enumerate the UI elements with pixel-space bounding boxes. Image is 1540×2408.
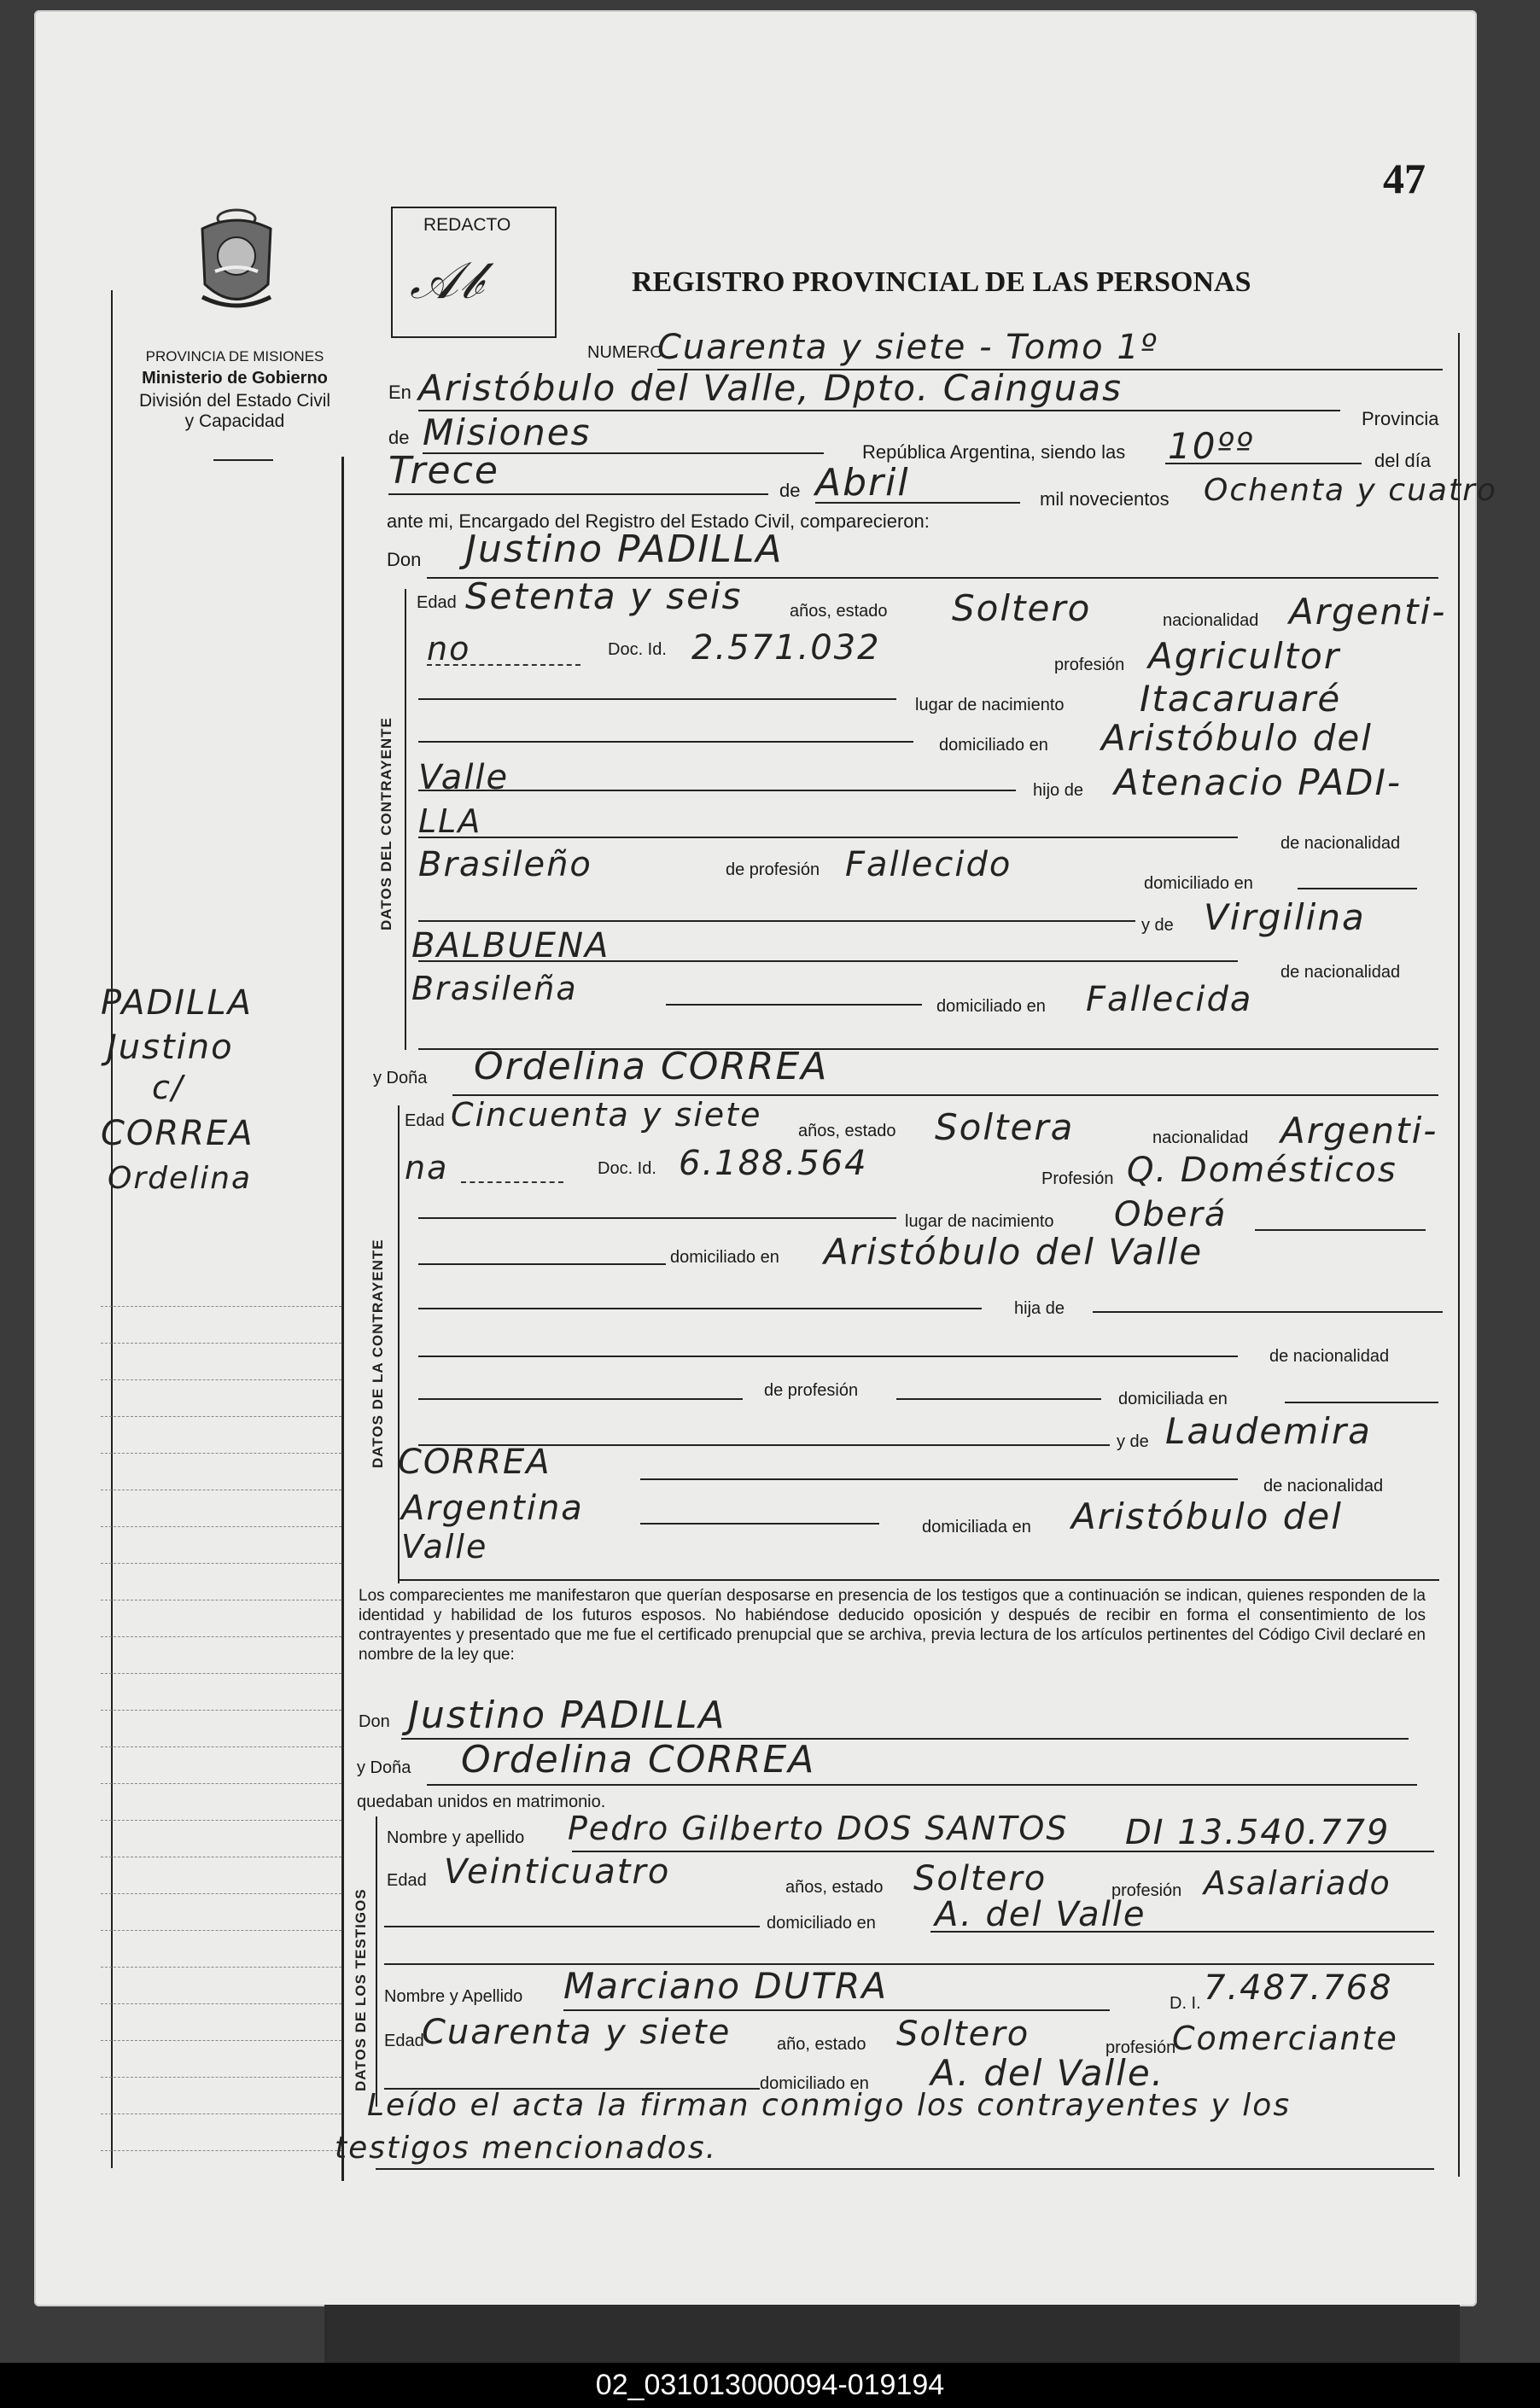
margin-rule-line: [101, 1820, 341, 1821]
org-line4: y Capacidad: [184, 411, 285, 431]
stamp-label: REDACTO: [423, 215, 511, 235]
c-profesion-value: Agricultor: [1148, 635, 1341, 677]
c-de-nacionalidad-label-2: de nacionalidad: [1280, 963, 1401, 982]
f-estado-value: Soltera: [935, 1106, 1075, 1148]
don-label: Don: [387, 549, 422, 570]
en-label: En: [388, 382, 411, 403]
coat-of-arms-icon: [190, 203, 283, 323]
margin-rule-line: [101, 2003, 341, 2004]
de-label-2: de: [779, 480, 801, 501]
margin-rule-line: [101, 1379, 341, 1380]
margin-note-conj: c/: [152, 1069, 184, 1106]
f-line-e: [418, 1398, 743, 1400]
f-line-e3: [1285, 1402, 1438, 1403]
margin-note-surname2: CORREA: [101, 1114, 254, 1153]
f-doc-value: 6.188.564: [679, 1144, 868, 1183]
margin-rule-line: [101, 1306, 341, 1307]
org-line3: División del Estado Civil: [138, 391, 331, 411]
f-line-e2: [896, 1398, 1101, 1400]
c-lugar-label: lugar de nacimiento: [915, 696, 1065, 714]
page-title: REGISTRO PROVINCIAL DE LAS PERSONAS: [632, 266, 1251, 298]
margin-rule-line: [101, 1526, 341, 1527]
margin-rule-line: [101, 1746, 341, 1747]
org-divider: [213, 459, 273, 461]
t1-nombre-value: Pedro Gilberto DOS SANTOS: [568, 1810, 1069, 1847]
f-madre-dom-value: Aristóbulo del: [1071, 1496, 1343, 1537]
margin-note-name: Justino: [107, 1028, 234, 1067]
f-de-nacionalidad-label-2: de nacionalidad: [1263, 1477, 1384, 1496]
c-domiciliado-en-label: domiciliado en: [1144, 874, 1253, 893]
t1-edad-label: Edad: [387, 1871, 427, 1890]
c-madre-dom-value: Fallecida: [1086, 980, 1253, 1019]
t2-nombre-value: Marciano DUTRA: [563, 1965, 889, 2007]
form-right-rule: [1458, 333, 1460, 2177]
testigos-side-label: DATOS DE LOS TESTIGOS: [353, 1888, 369, 2091]
c-domicilio-value: Aristóbulo del: [1101, 717, 1373, 759]
form-left-rule: [341, 457, 344, 2181]
f-nacionalidad-value2: na: [405, 1149, 449, 1187]
en-value: Aristóbulo del Valle, Dpto. Cainguas: [418, 367, 1123, 409]
c-line-e: [1298, 888, 1417, 889]
margin-rule-line: [101, 1453, 341, 1454]
t2-nombre-line: [563, 2009, 1110, 2011]
mil-label: mil novecientos: [1040, 488, 1170, 510]
f-profesion-label: Profesión: [1041, 1169, 1114, 1188]
dona-value: Ordelina CORREA: [474, 1045, 829, 1088]
decl-dona-line: [427, 1784, 1417, 1786]
c-domicilio-label: domiciliado en: [939, 736, 1048, 755]
dona-label: y Doña: [373, 1069, 428, 1087]
c-profesion-label: profesión: [1054, 656, 1125, 674]
c-edad-label: Edad: [417, 593, 457, 612]
c-line-g: [418, 960, 1238, 962]
f-domicilio-value: Aristóbulo del Valle: [824, 1231, 1204, 1273]
c-de-profesion-label: de profesión: [726, 860, 820, 879]
f-nacionalidad-label: nacionalidad: [1152, 1128, 1249, 1147]
t2-doc-value: 7.487.768: [1204, 1968, 1393, 2008]
t1-nombre-line: [572, 1851, 1434, 1852]
f-hija-label: hija de: [1014, 1299, 1065, 1318]
f-madre-value: Laudemira: [1165, 1410, 1372, 1452]
margin-rule-line: [101, 1710, 341, 1711]
margin-rule-line: [101, 1563, 341, 1564]
c-domicilio-value2: Valle: [418, 758, 510, 797]
closing-line-2: testigos mencionados.: [335, 2131, 718, 2166]
f-domiciliada-label: domiciliada en: [1118, 1390, 1228, 1408]
f-doc-label: Doc. Id.: [598, 1159, 656, 1178]
t1-line-b: [930, 1931, 1434, 1933]
c-line-c: [418, 790, 1016, 791]
margin-rule-line: [101, 1893, 341, 1894]
f-line-h: [640, 1523, 879, 1525]
c-line-f: [418, 920, 1135, 922]
margin-rule-line: [101, 1783, 341, 1784]
closing-line: [376, 2168, 1434, 2170]
f-line-c: [418, 1308, 982, 1309]
hora-line: [1165, 463, 1362, 464]
t1-dom-value: A. del Valle: [935, 1895, 1146, 1934]
f-lugar-label: lugar de nacimiento: [905, 1212, 1054, 1231]
t1-prof-label: profesión: [1111, 1881, 1182, 1900]
margin-rule: [111, 290, 113, 2168]
c-line-d: [418, 837, 1238, 838]
margin-note-surname: PADILLA: [101, 983, 254, 1023]
c-y-de-label: y de: [1141, 916, 1174, 935]
f-line-d: [418, 1356, 1238, 1357]
closing-line-1: Leído el acta la firman conmigo los contrayentes y los: [367, 2088, 1292, 2123]
org-line1: PROVINCIA DE MISIONES: [145, 348, 324, 364]
t1-estado-label: años, estado: [785, 1878, 884, 1897]
c-edad-value: Setenta y seis: [465, 575, 743, 617]
c-madre-value: Virgilina: [1204, 896, 1366, 938]
c-nacionalidad-label: nacionalidad: [1163, 611, 1259, 630]
c-de-nacionalidad-label: de nacionalidad: [1280, 834, 1401, 853]
margin-rule-line: [101, 1673, 341, 1674]
f-line-a2: [1255, 1229, 1426, 1231]
t2-nombre-label: Nombre y Apellido: [384, 1987, 523, 2006]
decl-dona-label: y Doña: [357, 1758, 411, 1777]
contrayenta-side-label: DATOS DE LA CONTRAYENTE: [370, 1239, 386, 1468]
org-line2: Ministerio de Gobierno: [142, 369, 328, 388]
c-nacionalidad-value: Argenti-: [1289, 591, 1447, 633]
c-madre-nac-value: Brasileña: [411, 970, 578, 1007]
contrayenta-rule: [398, 1105, 400, 1583]
t2-prof-label: profesión: [1105, 2038, 1176, 2057]
dia-value: Trece: [388, 449, 499, 493]
c-padre-value2: LLA: [418, 802, 482, 840]
f-line-c2: [1093, 1311, 1443, 1313]
image-caption: 02_031013000094-019194: [0, 2363, 1540, 2408]
t1-line-a: [384, 1926, 760, 1927]
t2-dom-value: A. del Valle.: [930, 2052, 1165, 2094]
t2-doc-label: D. I.: [1170, 1994, 1201, 2013]
numero-value: Cuarenta y siete - Tomo 1º: [657, 328, 1158, 367]
decl-don-label: Don: [359, 1712, 390, 1731]
quedaban-text: quedaban unidos en matrimonio.: [357, 1793, 606, 1811]
t2-estado-label: año, estado: [777, 2035, 866, 2054]
margin-rule-line: [101, 1930, 341, 1931]
c-doc-label: Doc. Id.: [608, 640, 667, 659]
dia-line: [388, 493, 768, 495]
t1-nombre-label: Nombre y apellido: [387, 1828, 525, 1847]
decl-don-value: Justino PADILLA: [408, 1694, 726, 1737]
t1-edad-value: Veinticuatro: [444, 1852, 671, 1892]
margin-rule-line: [101, 1967, 341, 1968]
c-padre-nac-value: Brasileño: [418, 845, 592, 884]
ante-mi-text: ante mi, Encargado del Registro del Estado Civil, comparecieron:: [387, 510, 930, 532]
numero-label: NUMERO: [587, 343, 663, 362]
t2-estado-value: Soltero: [896, 2014, 1030, 2054]
c-padre-value: Atenacio PADI-: [1114, 761, 1403, 803]
c-madre-dom-label: domiciliado en: [936, 997, 1046, 1016]
c-estado-value: Soltero: [952, 587, 1092, 629]
republica-label: República Argentina, siendo las: [862, 441, 1126, 463]
t1-dom-label: domiciliado en: [767, 1914, 876, 1933]
stamp-signature: 𝒜𝒷: [410, 251, 484, 311]
c-line-b: [418, 741, 913, 743]
f-madre-dom-label: domiciliada en: [922, 1518, 1031, 1536]
t1-doc-value: DI 13.540.779: [1125, 1813, 1391, 1852]
f-line-g: [640, 1478, 1238, 1480]
f-madre-dom-value2: Valle: [401, 1528, 488, 1565]
hora-value: 10ºº: [1168, 425, 1255, 467]
provincia-value: Misiones: [423, 411, 592, 453]
c-lugar-value: Itacaruaré: [1140, 678, 1342, 720]
f-y-de-label: y de: [1117, 1432, 1149, 1451]
provincia-label: Provincia: [1362, 408, 1439, 429]
c-doc-value: 2.571.032: [691, 628, 881, 668]
f-nacionalidad-value: Argenti-: [1280, 1110, 1438, 1152]
f-edad-value: Cincuenta y siete: [451, 1096, 762, 1134]
page-number: 47: [1383, 155, 1426, 202]
t1-prof-value: Asalariado: [1204, 1864, 1391, 1902]
margin-rule-line: [101, 2040, 341, 2041]
f-lugar-value: Oberá: [1114, 1195, 1228, 1234]
c-nac-line: [427, 664, 580, 666]
testigos-rule: [376, 1816, 377, 2107]
f-line-a: [418, 1217, 896, 1219]
f-line-i: [398, 1579, 1439, 1581]
anio-value: Ochenta y cuatro: [1204, 473, 1497, 508]
t2-edad-label: Edad: [384, 2032, 424, 2050]
c-anos-estado-label: años, estado: [790, 602, 888, 621]
f-de-nacionalidad-label: de nacionalidad: [1269, 1347, 1390, 1366]
c-line-a: [418, 698, 896, 700]
decl-dona-value: Ordelina CORREA: [461, 1738, 816, 1781]
f-nac-line: [461, 1181, 563, 1183]
t1-estado-value: Soltero: [913, 1859, 1047, 1898]
margin-note-name2: Ordelina: [108, 1161, 253, 1196]
contrayente-side-label: DATOS DEL CONTRAYENTE: [378, 717, 394, 930]
f-profesion-value: Q. Domésticos: [1127, 1151, 1397, 1190]
margin-rule-line: [101, 1416, 341, 1417]
f-domicilio-label: domiciliado en: [670, 1248, 779, 1267]
c-padre-prof-value: Fallecido: [845, 845, 1012, 884]
de-label: de: [388, 427, 410, 448]
f-anos-estado-label: años, estado: [798, 1122, 896, 1140]
redacto-stamp: [391, 207, 557, 338]
f-de-profesion-label: de profesión: [764, 1381, 859, 1400]
f-madre-value2: CORREA: [398, 1443, 551, 1482]
f-line-b: [418, 1263, 666, 1265]
t2-edad-value: Cuarenta y siete: [422, 2013, 732, 2052]
mes-line: [815, 502, 1020, 504]
margin-rule-line: [101, 1636, 341, 1637]
margin-rule-line: [101, 1343, 341, 1344]
mes-value: Abril: [815, 461, 910, 504]
scan-border: [324, 2305, 1460, 2364]
t1-line-c: [384, 1963, 1434, 1965]
c-line-h: [666, 1004, 922, 1006]
margin-rule-line: [101, 2150, 341, 2151]
c-nacionalidad-value2: no: [427, 630, 471, 668]
don-value: Justino PADILLA: [465, 528, 784, 571]
c-hijo-label: hijo de: [1033, 781, 1083, 800]
declaration-text: Los comparecientes me manifestaron que querían desposarse en presencia de los testigos que a continuación se indican, quienes responden de la identidad y habilidad de los futuros esposos. No habiéndose deducido oposición y después de recibir en forma el consentimiento de los contrayentes y presentado que me fue el certificado prenupcial que se archiva, previa lectura de los artículos pertinentes del Código Civil declaré en nombre de la ley que:: [359, 1587, 1426, 1664]
margin-rule-line: [101, 2077, 341, 2078]
contrayente-rule: [405, 589, 406, 1050]
t2-prof-value: Comerciante: [1172, 2020, 1398, 2057]
f-edad-label: Edad: [405, 1111, 445, 1130]
f-madre-nac-value: Argentina: [401, 1489, 584, 1528]
t2-dom-label: domiciliado en: [760, 2074, 869, 2093]
c-madre-value2: BALBUENA: [411, 926, 610, 965]
del-dia-label: del día: [1374, 450, 1432, 471]
